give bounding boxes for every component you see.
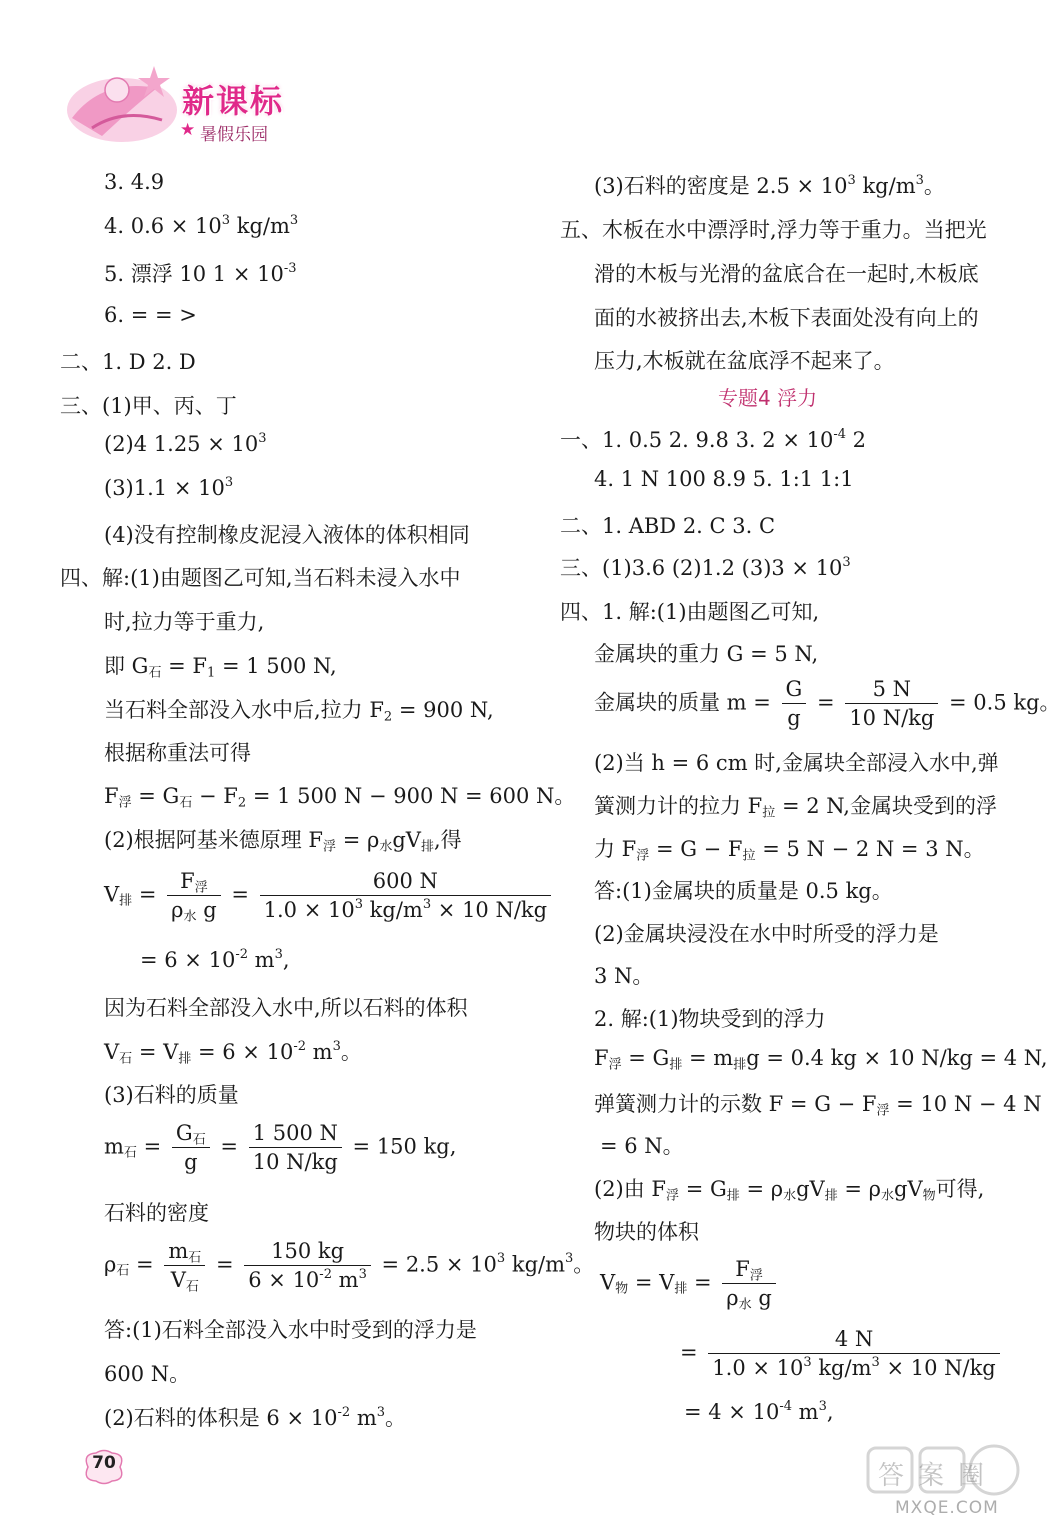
answer-line: 3 N。 <box>594 964 654 988</box>
fraction-equation: $m_石$ = $\frac{G_石}{g}$ = $\frac{1 500 N}{10 N/kg}$ = 150 kg, <box>104 1121 457 1175</box>
answer-line: 压力,木板就在盆底浮不起来了。 <box>594 349 895 373</box>
answer-line: 根据称重法可得 <box>104 741 251 765</box>
answer-line: 面的水被挤出去,木板下表面处没有向上的 <box>594 306 979 330</box>
fraction: $\frac{F_浮}{\rho_水 g}$ <box>722 1256 776 1312</box>
page-number: 70 <box>92 1453 116 1473</box>
equation-line: 即 $G_石 = F_1 = 1$ 500 N, <box>104 654 337 681</box>
equation-line: (2)根据阿基米德原理 $F_浮 = \rho_水gV_排$,得 <box>104 828 462 855</box>
fraction-equation: $\rho_石$ = $\frac{m_石}{V_石}$ = $\frac{150 kg}{6 \times 10^{-2} m^3}$ = $2.5 \times 10^3$ $kg/m^3$。 <box>104 1239 595 1295</box>
answer-line: 滑的木板与光滑的盆底合在一起时,木板底 <box>594 262 979 286</box>
answer-line: 一、1. 0.5 2. 9.8 3. $2 \times 10^{-4}$ 2 <box>560 426 867 452</box>
brand-title: 新课标 <box>182 82 285 120</box>
answer-line: 四、解:(1)由题图乙可知,当石料未浸入水中 <box>60 566 461 590</box>
answer-line: 6. = = > <box>104 303 197 327</box>
answer-line: 4. $0.6 \times 10^3$ $kg/m^3$ <box>104 212 299 238</box>
answer-line: 二、1. ABD 2. C 3. C <box>560 514 776 538</box>
fraction: $\frac{600 N}{1.0 \times 10^3 kg/m^3 \times 10 N/kg}$ <box>260 868 551 924</box>
equation-line: $F_浮 = G_石 - F_2 = 1$ 500 N − 900 N = 600 N。 <box>104 784 576 811</box>
answer-line: 三、(1)3.6 (2)1.2 $(3)3 \times 10^3$ <box>560 554 851 580</box>
fraction: $\frac{m_石}{V_石}$ <box>164 1238 205 1294</box>
answer-line: (2)金属块浸没在水中时所受的浮力是 <box>594 922 939 946</box>
fraction-equation: $V_排$ = $\frac{F_浮}{\rho_水 g}$ = $\frac{600 N}{1.0 \times 10^3 kg/m^3 \times 10 N/kg}$ <box>104 868 555 924</box>
answer-line: = 6 N。 <box>600 1134 684 1158</box>
answer-line: 石料的密度 <box>104 1201 209 1225</box>
fraction: $\frac{150 kg}{6 \times 10^{-2} m^3}$ <box>244 1238 371 1294</box>
equation-line: 簧测力计的拉力 $F_拉 = 2$ N,金属块受到的浮 <box>594 794 997 821</box>
answer-line: 五、木板在水中漂浮时,浮力等于重力。当把光 <box>560 218 987 242</box>
watermark-text: MXQE.COM <box>895 1498 999 1518</box>
answer-line: (2)当 h = 6 cm 时,金属块全部浸入水中,弹 <box>594 751 999 775</box>
answer-line: 答:(1)金属块的质量是 0.5 kg。 <box>594 879 893 903</box>
answer-line: 物块的体积 <box>594 1220 699 1244</box>
answer-line: 2. 解:(1)物块受到的浮力 <box>594 1007 826 1031</box>
answer-line: (3)石料的密度是 $2.5 \times 10^3$ $kg/m^3$。 <box>594 172 945 198</box>
fraction-equation: $V_物 = V_排$ = $\frac{F_浮}{\rho_水 g}$ <box>600 1256 780 1312</box>
answer-line: (2)4 $1.25 \times 10^3$ <box>104 430 267 456</box>
answer-line: 3. 4.9 <box>104 170 165 194</box>
answer-line: (3)石料的质量 <box>104 1083 239 1107</box>
brand-subtitle: 暑假乐园 <box>200 125 268 145</box>
fraction: $\frac{G}{g}$ <box>782 676 807 732</box>
equation-line: $F_浮 = G_排 = m_排g = 0.4$ kg × 10 N/kg = 4 N, <box>594 1046 1048 1073</box>
fraction: $\frac{5 N}{10 N/kg}$ <box>845 676 938 732</box>
equation-line: 力 $F_浮 = G - F_拉 = 5$ N − 2 N = 3 N。 <box>594 837 985 864</box>
answer-line: (4)没有控制橡皮泥浸入液体的体积相同 <box>104 523 470 547</box>
equation-line: $V_石 = V_排 = 6 \times 10^{-2}$ $m^3$。 <box>104 1038 362 1067</box>
topic-heading: 专题4 浮力 <box>718 386 818 410</box>
answer-line: 金属块的重力 G = 5 N, <box>594 642 819 666</box>
fraction: $\frac{F_浮}{\rho_水 g}$ <box>167 868 221 924</box>
fraction: $\frac{4 N}{1.0 \times 10^3 kg/m^3 \times 10 N/kg}$ <box>708 1326 999 1382</box>
fraction-equation: = $\frac{4 N}{1.0 \times 10^3 kg/m^3 \times 10 N/kg}$ <box>680 1326 1004 1382</box>
answer-line: 5. 漂浮 10 $1 \times 10^{-3}$ <box>104 260 297 286</box>
fraction-equation: 金属块的质量 m = $\frac{G}{g}$ = $\frac{5 N}{10 N/kg}$ = 0.5 kg。 <box>594 677 1061 731</box>
answer-line: 三、(1)甲、丙、丁 <box>60 394 237 418</box>
answer-line: 因为石料全部没入水中,所以石料的体积 <box>104 996 468 1020</box>
equation-line: 弹簧测力计的示数 $F = G - F_浮 = 10$ N − 4 N <box>594 1092 1042 1119</box>
equation-line: = $4 \times 10^{-4}$ $m^3$, <box>684 1398 834 1424</box>
equation-line: (2)由 $F_浮 = G_排 = \rho_水gV_排 = \rho_水gV_物$可得, <box>594 1177 985 1204</box>
answer-line: 时,拉力等于重力, <box>104 610 265 634</box>
watermark-logo-text: 答案圈 <box>878 1461 999 1491</box>
star-icon: ★ <box>180 120 196 140</box>
answer-line: 二、1. D 2. D <box>60 350 196 374</box>
answer-line: $(3)1.1 \times 10^3$ <box>104 474 234 500</box>
answer-line: 答:(1)石料全部没入水中时受到的浮力是 <box>104 1318 477 1342</box>
answer-line: (2)石料的体积是 $6 \times 10^{-2}$ $m^3$。 <box>104 1404 407 1430</box>
equation-line: = $6 \times 10^{-2}$ $m^3$, <box>140 946 290 972</box>
answer-line: 4. 1 N 100 8.9 5. 1:1 1:1 <box>594 467 854 491</box>
answer-line: 四、1. 解:(1)由题图乙可知, <box>560 600 820 624</box>
fraction: $\frac{G_石}{g}$ <box>172 1120 210 1176</box>
equation-line: 当石料全部没入水中后,拉力 $F_2 = 900$ N, <box>104 698 494 725</box>
fraction: $\frac{1 500 N}{10 N/kg}$ <box>249 1120 342 1176</box>
answer-line: 600 N。 <box>104 1362 191 1386</box>
